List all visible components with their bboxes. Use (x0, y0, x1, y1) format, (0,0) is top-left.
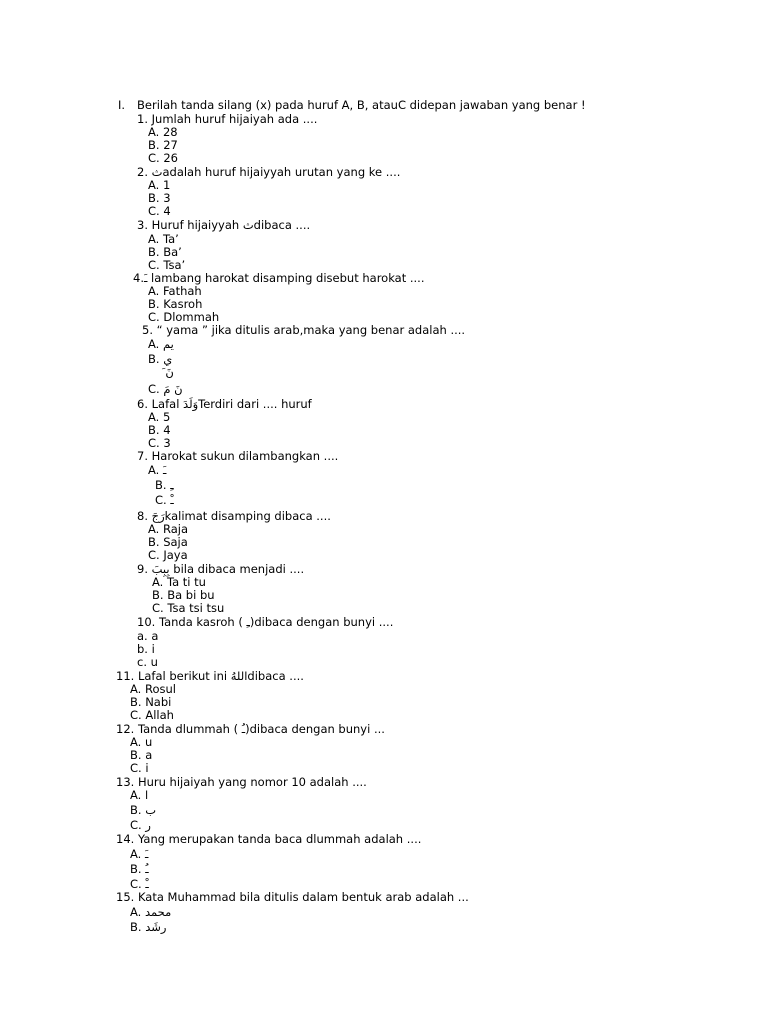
option: C. Tsa’ (148, 258, 186, 272)
option-label: C. (148, 382, 160, 396)
option: B. 27 (148, 138, 178, 152)
arabic-word: بِبِبَ (151, 562, 170, 576)
option: C. Dlommah (148, 310, 220, 324)
option-label: C. (130, 818, 142, 832)
option: B. a (130, 748, 153, 762)
arabic-harokat: ـَ (143, 271, 148, 285)
option (148, 383, 183, 396)
option-arabic: يم (162, 337, 174, 351)
question-number: 7. (137, 449, 148, 463)
option: B. Nabi (130, 695, 172, 709)
option: c. u (137, 655, 158, 669)
question-text: “ yama ” jika ditulis arab,maka yang benar adalah .... (156, 323, 466, 337)
question-text: adalah huruf hijaiyyah urutan yang ke .... (162, 165, 401, 179)
option: C. 4 (148, 204, 171, 218)
question-number: 8. (137, 509, 148, 523)
option: B. Ba’ (148, 245, 182, 259)
question-number: 14. (116, 832, 135, 846)
question-text: Yang merupakan tanda baca dlummah adalah .... (137, 832, 422, 846)
question-text: lambang harokat disamping disebut harokat .... (151, 271, 425, 285)
question-2 (137, 166, 400, 179)
option-label: C. (155, 493, 167, 507)
question-text-before: Tanda dlummah ( (137, 722, 239, 736)
option: A. Rosul (130, 682, 176, 696)
question-number: 10. (137, 615, 156, 629)
option (130, 921, 166, 934)
option-label: B. (148, 352, 160, 366)
option: A. 28 (148, 125, 178, 139)
section-number: I. (118, 98, 126, 112)
question-text-before: Lafal (151, 397, 180, 411)
option-label: B. (130, 803, 142, 817)
option (130, 906, 171, 919)
option-arabic: ـَ (162, 463, 167, 477)
option: C. i (130, 761, 149, 775)
question-number: 6. (137, 397, 148, 411)
option: A. Fathah (148, 284, 202, 298)
option (155, 479, 174, 492)
option: B. 3 (148, 191, 171, 205)
question-number: 2. (137, 165, 148, 179)
question-text: Terdiri dari .... huruf (198, 397, 312, 411)
question-text-before: Huruf hijaiyyah (151, 218, 240, 232)
question-number: 9. (137, 562, 148, 576)
option-arabic: نَ مَ (163, 382, 183, 396)
arabic-word: وَلَدَ (183, 397, 199, 411)
option-arabic: محمد (144, 905, 172, 919)
option-label: A. (148, 337, 160, 351)
arabic-letter: ث (151, 165, 163, 179)
option: A. Ta ti tu (152, 575, 206, 589)
option (130, 789, 148, 802)
option-arabic: ـَ (144, 847, 149, 861)
option-arabic-extra: َ نَ (162, 365, 174, 379)
question-text: Kata Muhammad bila ditulis dalam bentuk arab adalah ... (137, 890, 469, 904)
option: B. Kasroh (148, 297, 203, 311)
option: A. 5 (148, 410, 171, 424)
question-3 (137, 219, 310, 232)
question-13 (116, 776, 367, 789)
question-10 (137, 616, 393, 629)
option: B. 4 (148, 423, 171, 437)
option: A. Ta’ (148, 232, 179, 246)
option (148, 338, 174, 351)
question-text: dibaca .... (253, 218, 311, 232)
option: A. 1 (148, 178, 171, 192)
question-text: Huru hijaiyah yang nomor 10 adalah .... (137, 775, 367, 789)
question-number: 1. (137, 112, 148, 126)
option: a. a (137, 629, 159, 643)
question-number: 12. (116, 722, 135, 736)
question-14 (116, 833, 421, 846)
question-number: 5. (142, 323, 153, 337)
question-number: 15. (116, 890, 135, 904)
option: C. 3 (148, 436, 171, 450)
option-arabic: ا (144, 788, 149, 802)
option: A. Raja (148, 522, 189, 536)
option-arabic: ب (145, 803, 157, 817)
option-label: B. (130, 862, 142, 876)
question-text: dibaca .... (247, 669, 304, 683)
question-text: Harokat sukun dilambangkan .... (151, 449, 339, 463)
question-number: 13. (116, 775, 135, 789)
arabic-word: اللهُ (230, 669, 248, 683)
question-12 (116, 723, 385, 736)
option-arabic: ـِ (170, 478, 174, 492)
option (130, 848, 148, 861)
option-arabic: ـْ (145, 877, 149, 891)
option-label: C. (130, 877, 142, 891)
option-label: A. (130, 905, 142, 919)
option: b. i (137, 642, 155, 656)
question-7 (137, 450, 338, 463)
question-text: )dibaca dengan bunyi .... (249, 615, 394, 629)
option-arabic: ـُ (145, 862, 149, 876)
option-arabic: رشَد (145, 920, 167, 934)
question-text: Jumlah huruf hijaiyah ada .... (151, 112, 318, 126)
question-number: 3. (137, 218, 148, 232)
option-label: A. (130, 788, 142, 802)
option-label: A. (148, 463, 160, 477)
option: A. u (130, 735, 153, 749)
option (130, 863, 149, 876)
question-text-before: Lafal berikut ini (137, 669, 228, 683)
question-text: )dibaca dengan bunyi ... (245, 722, 385, 736)
option: C. 26 (148, 151, 178, 165)
question-number: 4. (133, 271, 144, 285)
arabic-word: رَجَ (151, 509, 165, 523)
section-instruction: Berilah tanda silang (x) pada huruf A, B, atauC didepan jawaban yang benar ! (137, 98, 586, 112)
question-text-before: Tanda kasroh ( (158, 615, 243, 629)
option-label: B. (130, 920, 142, 934)
question-text: kalimat disamping dibaca .... (164, 509, 331, 523)
option (130, 804, 156, 817)
question-15 (116, 891, 469, 904)
question-text: bila dibaca menjadi .... (173, 562, 305, 576)
option-label: B. (155, 478, 167, 492)
option-arabic: ي (163, 352, 173, 366)
option: C. Jaya (148, 548, 188, 562)
option-arabic: ـْ (170, 493, 174, 507)
question-number: 11. (116, 669, 135, 683)
option: C. Tsa tsi tsu (152, 601, 225, 615)
option: B. Ba bi bu (152, 588, 215, 602)
option (130, 819, 151, 832)
option-label: A. (130, 847, 142, 861)
arabic-harokat: ـِ (246, 615, 250, 629)
option-arabic: ر (145, 818, 151, 832)
arabic-letter: ث (242, 218, 254, 232)
question-5 (142, 324, 465, 337)
option: C. Allah (130, 708, 174, 722)
option (148, 464, 166, 477)
option (155, 494, 174, 507)
option: B. Saja (148, 535, 188, 549)
arabic-harokat: ـُ (241, 722, 246, 736)
